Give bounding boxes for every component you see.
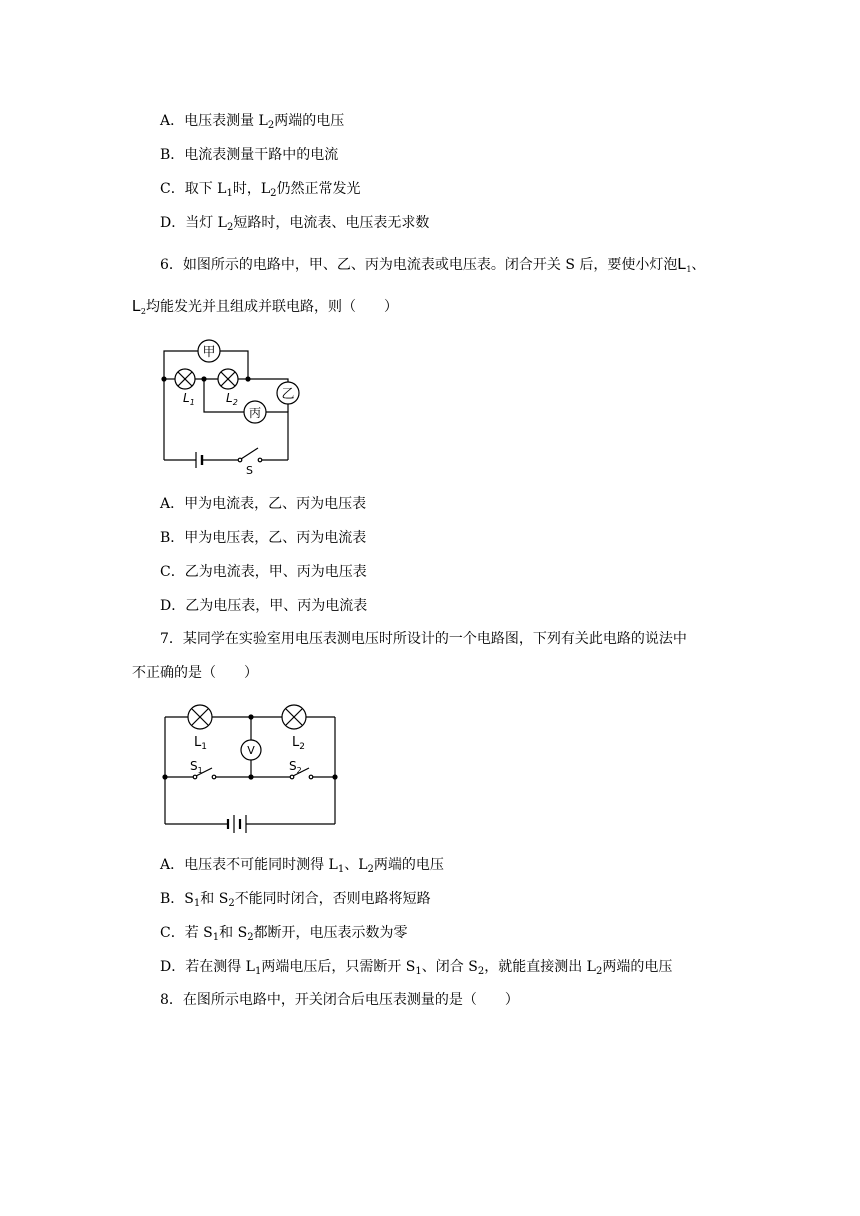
q5-option-a: A．电压表测量 $L_2$两端的电压 [160, 113, 345, 131]
battery [228, 815, 246, 833]
battery [196, 452, 202, 468]
lamp-l1 [188, 705, 212, 729]
meter-jia [198, 340, 220, 362]
q6-option-c: C．乙为电流表，甲、丙为电压表 [160, 564, 367, 580]
svg-text:甲: 甲 [202, 345, 216, 360]
q6-option-d: D．乙为电压表，甲、丙为电流表 [160, 598, 368, 614]
q7-circuit-diagram [160, 702, 350, 832]
lamp-l2 [218, 369, 238, 389]
q6-option-a: A．甲为电流表，乙、丙为电压表 [160, 496, 367, 512]
svg-text:乙: 乙 [281, 387, 295, 402]
switch-s-label: S [246, 464, 253, 477]
switch-s2-label: $S_2$ [289, 759, 302, 775]
q6-stem-line2: $L_2$均能发光并且组成并联电路，则（ ） [132, 298, 398, 316]
switch-s [238, 448, 262, 462]
q5-option-d: D．当灯 $L_2$短路时，电流表、电压表无求数 [160, 215, 430, 233]
switch-s1-label: $S_1$ [190, 759, 203, 775]
lamp-l2-label: $L_2$ [292, 735, 305, 752]
lamp-l1-label: $L_1$ [183, 391, 195, 407]
q6-stem-line1: 6．如图所示的电路中，甲、乙、丙为电流表或电压表。闭合开关 S 后，要使小灯泡$L_1$、 [160, 256, 706, 274]
meter-bing [244, 401, 266, 423]
q8-stem-line1: 8．在图所示电路中，开关闭合后电压表测量的是（ ） [160, 992, 519, 1008]
q5-option-c: C．取下 $L_1$时，$L_2$仍然正常发光 [160, 181, 361, 199]
q7-stem-line2: 不正确的是（ ） [132, 665, 258, 681]
lamp-l1-label: $L_1$ [194, 735, 207, 752]
q7-option-b: B．$S_1$和 $S_2$不能同时闭合，否则电路将短路 [160, 891, 431, 909]
q7-stem-line1: 7．某同学在实验室用电压表测电压时所设计的一个电路图，下列有关此电路的说法中 [160, 631, 687, 647]
lamp-l2 [282, 705, 306, 729]
meter-yi [277, 382, 299, 404]
q7-option-c: C．若 $S_1$和 $S_2$都断开，电压表示数为零 [160, 925, 408, 943]
svg-text:V: V [247, 744, 255, 757]
q7-option-a: A．电压表不可能同时测得 $L_1$、$L_2$两端的电压 [160, 857, 444, 875]
svg-text:丙: 丙 [248, 406, 262, 420]
q5-option-b: B．电流表测量干路中的电流 [160, 147, 339, 163]
lamp-l1 [175, 369, 195, 389]
q7-option-d: D．若在测得 $L_1$两端电压后，只需断开 $S_1$、闭合 $S_2$，就能直接测出 $L_2$两端的电压 [160, 959, 673, 977]
q6-circuit-diagram [158, 338, 308, 478]
lamp-l2-label: $L_2$ [226, 391, 238, 407]
voltmeter-v [241, 740, 261, 760]
q6-option-b: B．甲为电压表，乙、丙为电流表 [160, 530, 367, 546]
